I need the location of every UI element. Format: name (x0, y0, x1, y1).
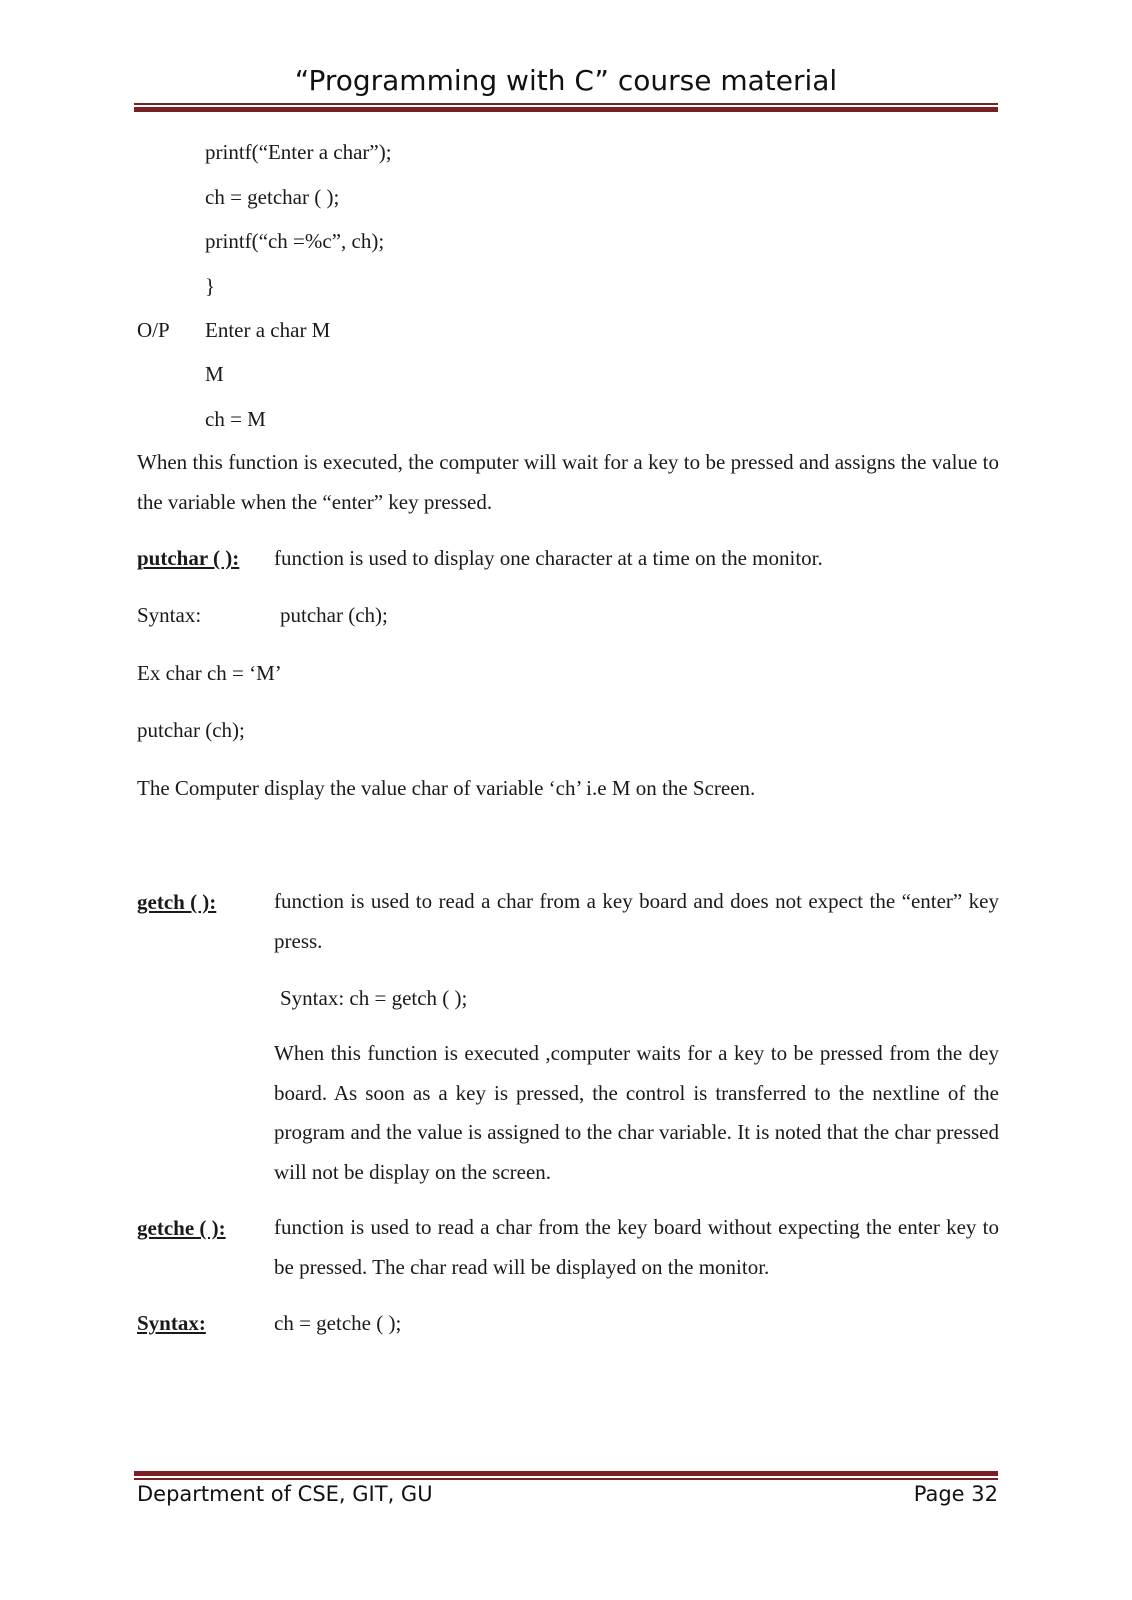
getche-syntax-value: ch = getche ( ); (274, 1311, 402, 1335)
putchar-example-call: putchar (ch); (137, 718, 245, 742)
putchar-description: function is used to display one character at a time on the monitor. (274, 546, 823, 570)
header-rule-thick (134, 107, 998, 112)
putchar-term: putchar ( ): (137, 546, 240, 570)
getch-description: function is used to read a char from a key board and does not expect the “enter” key press. (274, 889, 999, 953)
getche-syntax-label: Syntax: (137, 1311, 206, 1335)
putchar-result: The Computer display the value char of variable ‘ch’ i.e M on the Screen. (137, 776, 756, 800)
getchar-note-paragraph: When this function is executed, the computer will wait for a key to be pressed and assigns the value to the variable when the “enter” key pressed. (137, 450, 999, 514)
footer-page-number: Page 32 (913, 1482, 998, 1506)
page-header-title: “Programming with C” course material (294, 64, 838, 97)
output-line: M (205, 362, 224, 386)
footer-rule-thin (134, 1478, 998, 1480)
putchar-example-line: Ex char ch = ‘M’ (137, 661, 282, 685)
footer-rule-thick (134, 1471, 998, 1476)
code-line: printf(“Enter a char”); (205, 140, 392, 164)
output-line: Enter a char M (205, 318, 331, 342)
footer-department: Department of CSE, GIT, GU (137, 1482, 433, 1506)
header-rule-thin (134, 103, 998, 105)
code-line: } (205, 274, 216, 298)
getch-term: getch ( ): (137, 890, 217, 914)
getche-term: getche ( ): (137, 1216, 226, 1240)
putchar-syntax-value: putchar (ch); (280, 603, 388, 627)
getch-syntax: Syntax: ch = getch ( ); (280, 986, 468, 1010)
getch-detail-paragraph: When this function is executed ,computer waits for a key to be pressed from the dey board. As soon as a key is pressed, the control is transferred to the nextline of the program and the value is assigned to the char variable. It is noted that the char pressed will not be display on the screen. (274, 1041, 999, 1184)
getche-description: function is used to read a char from the key board without expecting the enter key to be pressed. The char read will be displayed on the monitor. (274, 1215, 999, 1279)
output-label: O/P (137, 318, 170, 342)
code-line: printf(“ch =%c”, ch); (205, 229, 385, 253)
output-line: ch = M (205, 407, 266, 431)
code-line: ch = getchar ( ); (205, 185, 340, 209)
putchar-syntax-label: Syntax: (137, 603, 202, 627)
